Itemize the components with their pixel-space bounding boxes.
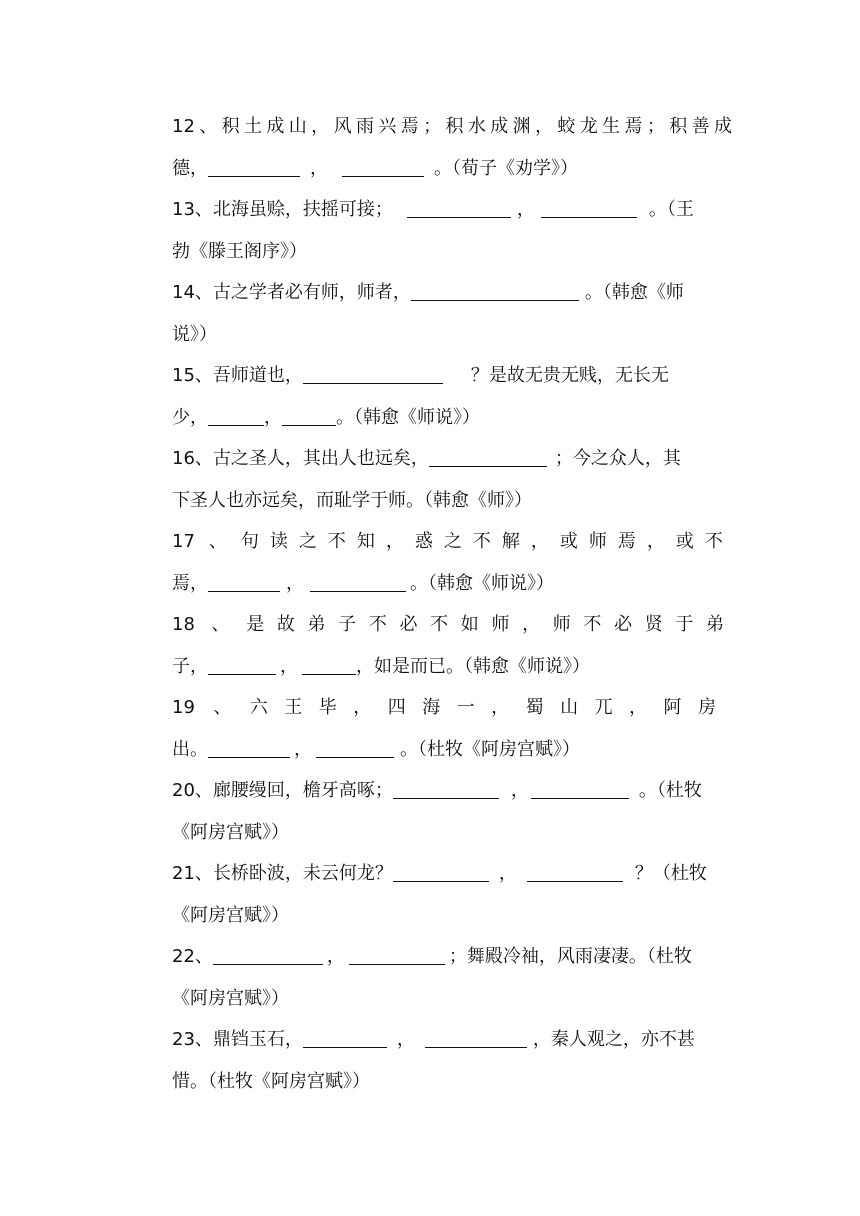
q17-line1: 17 、 句读之不知，惑之不解，或师焉，或不 xyxy=(172,531,734,552)
q12-line2: 德， ， 。（荀子《劝学》） xyxy=(172,157,578,179)
q13-blank-1[interactable] xyxy=(407,198,511,218)
q23-blank-2[interactable] xyxy=(425,1028,527,1048)
q23-line2: 惜。（杜牧《阿房宫赋》） xyxy=(172,1070,370,1092)
q22-line2: 《阿房宫赋》） xyxy=(172,987,289,1009)
q16-blank-1[interactable] xyxy=(429,447,547,467)
q17-blank-1[interactable] xyxy=(208,572,280,592)
q18-blank-2[interactable] xyxy=(302,655,356,675)
q17-blank-2[interactable] xyxy=(310,572,406,592)
q16-line1: 16、古之圣人，其出人也远矣， ；今之众人，其 xyxy=(172,448,681,469)
q21-blank-2[interactable] xyxy=(527,862,623,882)
q14-line1: 14、古之学者必有师，师者， 。（韩愈《师 xyxy=(172,282,684,303)
q13-blank-2[interactable] xyxy=(541,198,637,218)
q19-blank-1[interactable] xyxy=(208,738,290,758)
q12-blank-2[interactable] xyxy=(342,157,424,177)
q12-blank-1[interactable] xyxy=(208,157,300,177)
q20-line1: 20、廊腰缦回，檐牙高啄； ， 。（杜牧 xyxy=(172,780,702,801)
q19-line1: 19 、 六王毕，四海一，蜀山兀，阿房 xyxy=(172,697,733,718)
q20-blank-1[interactable] xyxy=(393,779,499,799)
question-list xyxy=(172,106,732,1102)
q23-line1: 23、鼎铛玉石， ， ，秦人观之，亦不甚 xyxy=(172,1029,695,1050)
q21-blank-1[interactable] xyxy=(393,862,489,882)
q12-number: 12 xyxy=(172,116,195,137)
q22-blank-2[interactable] xyxy=(349,945,445,965)
q21-line2: 《阿房宫赋》） xyxy=(172,904,289,926)
q15-blank-2[interactable] xyxy=(208,406,264,426)
q14-line2: 说》） xyxy=(172,323,217,345)
q19-line2: 出。 ， 。（杜牧《阿房宫赋》） xyxy=(172,738,580,760)
q12-line1: 12、积土成山，风雨兴焉；积水成渊，蛟龙生焉；积善成 xyxy=(172,116,733,137)
q18-line1: 18 、 是故弟子不必不如师，师不必贤于弟 xyxy=(172,614,733,635)
q20-blank-2[interactable] xyxy=(531,779,629,799)
q13-line2: 勃《滕王阁序》） xyxy=(172,240,307,262)
q13-line1: 13、北海虽赊，扶摇可接； ， 。（王 xyxy=(172,199,694,220)
q18-blank-1[interactable] xyxy=(208,655,276,675)
q19-blank-2[interactable] xyxy=(316,738,394,758)
q18-line2: 子， ， ，如是而已。（韩愈《师说》） xyxy=(172,655,590,677)
q14-blank-1[interactable] xyxy=(411,281,579,301)
q12-text: 积土成山，风雨兴焉；积水成渊，蛟龙生焉；积善成 xyxy=(221,116,733,137)
q20-line2: 《阿房宫赋》） xyxy=(172,821,289,843)
q17-line2: 焉， ， 。（韩愈《师说》） xyxy=(172,572,554,594)
q15-line1: 15、吾师道也， ？是故无贵无贱，无长无 xyxy=(172,365,669,386)
q15-blank-1[interactable] xyxy=(303,364,443,384)
q22-blank-1[interactable] xyxy=(213,945,323,965)
q21-line1: 21、长桥卧波，未云何龙？ ， ？（杜牧 xyxy=(172,863,707,884)
q15-line2: 少， ， 。（韩愈《师说》） xyxy=(172,406,480,428)
q22-line1: 22、 ， ；舞殿冷袖，风雨凄凄。（杜牧 xyxy=(172,946,692,967)
q15-blank-3[interactable] xyxy=(282,406,336,426)
q16-line2: 下圣人也亦远矣，而耻学于师。（韩愈《师》） xyxy=(172,489,532,511)
q23-blank-1[interactable] xyxy=(303,1028,387,1048)
